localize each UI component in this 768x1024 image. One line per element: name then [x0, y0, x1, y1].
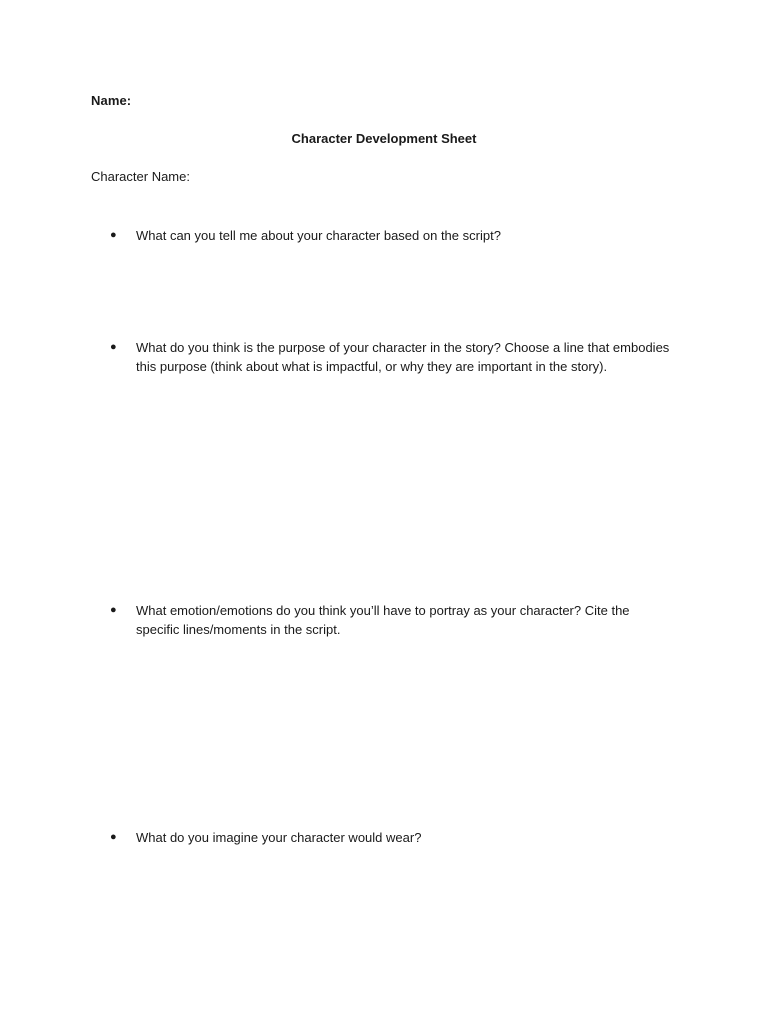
name-label: Name:	[91, 93, 132, 108]
bullet-icon: ●	[110, 341, 117, 353]
question-item-2	[110, 338, 670, 376]
question-item-3	[110, 601, 670, 639]
question-text-4: What do you imagine your character would wear?	[136, 830, 422, 845]
question-text-3: What emotion/emotions do you think you’ll have to portray as your character? Cite the specific lines/moments in the script.	[136, 603, 630, 637]
question-item-1	[110, 226, 670, 245]
question-text-1: What can you tell me about your character based on the script?	[136, 228, 501, 243]
character-name-label: Character Name:	[91, 169, 190, 184]
bullet-icon: ●	[110, 229, 117, 241]
bullet-icon: ●	[110, 604, 117, 616]
bullet-icon: ●	[110, 831, 117, 843]
question-text-2: What do you think is the purpose of your character in the story? Choose a line that embodies this purpose (think about what is impactful, or why they are important in the story).	[136, 340, 670, 374]
question-item-4	[110, 828, 670, 847]
page-title: Character Development Sheet	[291, 131, 477, 146]
